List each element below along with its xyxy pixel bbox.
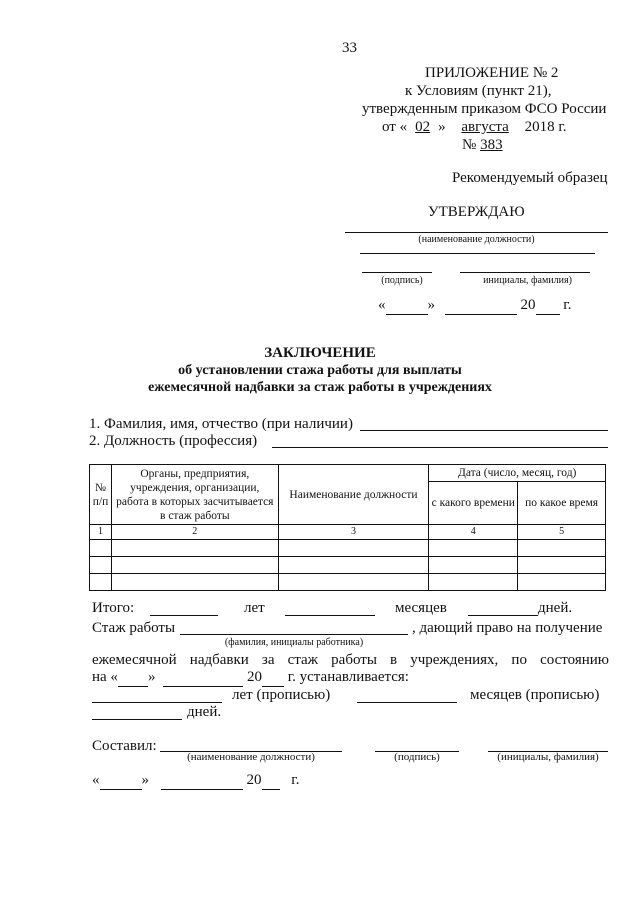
compiled-date — [92, 772, 299, 790]
approver-position-caption: (наименование должности) — [418, 234, 535, 245]
field-name-line[interactable] — [360, 430, 608, 431]
col-number: 2 — [111, 525, 278, 540]
field-position-label: 2. Должность (профессия) — [89, 433, 258, 449]
page-number: 33 — [342, 40, 357, 56]
compiled-month-blank[interactable] — [161, 772, 243, 790]
compiled-initials-caption: (инициалы, фамилия) — [497, 751, 599, 763]
approver-signature-caption: (подпись) — [381, 275, 423, 286]
appendix-number-value: 383 — [480, 137, 503, 153]
table-cell[interactable] — [278, 540, 429, 557]
table-cell[interactable] — [518, 540, 606, 557]
total-days-label: дней. — [538, 600, 573, 616]
approve-month-blank — [445, 297, 517, 315]
appendix-number — [462, 137, 503, 154]
months-words-line[interactable] — [357, 702, 457, 703]
compiled-year-blank[interactable] — [262, 772, 280, 790]
appendix-line2: к Условиям (пункт 21), — [405, 83, 552, 99]
col-header-date: Дата (число, месяц, год) — [429, 465, 606, 482]
date-prefix: от « — [382, 119, 408, 135]
recommended-sample: Рекомендуемый образец — [452, 170, 608, 186]
worker-caption: (фамилия, инициалы работника) — [224, 637, 364, 648]
col-header-from: с какого времени — [429, 482, 518, 525]
compiled-close-quote: » — [141, 772, 149, 788]
table-cell[interactable] — [429, 574, 518, 591]
table-cell[interactable] — [429, 540, 518, 557]
table-cell[interactable] — [518, 574, 606, 591]
approve-title: УТВЕРЖДАЮ — [428, 204, 525, 220]
table-cell[interactable] — [429, 557, 518, 574]
col-number: 1 — [90, 525, 112, 540]
approver-position-line-2 — [360, 253, 595, 254]
date-open-quote: « — [378, 297, 386, 313]
col-header-org: Органы, предприятия, учреждения, организации, работа в которых засчитывается в стаж работы — [111, 465, 278, 525]
years-words-line[interactable] — [92, 702, 222, 703]
field-name-label: 1. Фамилия, имя, отчество (при наличии) — [89, 416, 353, 432]
document-title: ЗАКЛЮЧЕНИЕ — [264, 345, 376, 361]
col-number: 3 — [278, 525, 429, 540]
compiled-open-quote: « — [92, 772, 100, 788]
days-words-line[interactable] — [92, 719, 182, 720]
worker-name-line[interactable] — [180, 634, 408, 635]
summary-established: г. устанавливается: — [287, 669, 409, 685]
table-cell[interactable] — [90, 557, 112, 574]
table-cell[interactable] — [90, 574, 112, 591]
number-prefix: № — [462, 137, 477, 153]
approver-initials-line — [460, 272, 590, 273]
table-row — [90, 557, 606, 574]
total-months-label: месяцев — [395, 600, 447, 616]
table-row — [90, 574, 606, 591]
approve-day-blank — [386, 297, 428, 315]
table-row — [90, 540, 606, 557]
compiled-signature-caption: (подпись) — [394, 751, 440, 763]
summary-year-prefix: 20 — [246, 669, 262, 685]
months-words-label: месяцев (прописью) — [470, 687, 600, 703]
approver-signature-line — [362, 272, 432, 273]
total-months-line[interactable] — [285, 615, 375, 616]
approve-year-suffix: г. — [563, 297, 572, 313]
col-header-to: по какое время — [518, 482, 606, 525]
table-cell[interactable] — [278, 557, 429, 574]
work-experience-table — [89, 464, 606, 591]
table-cell[interactable] — [278, 574, 429, 591]
compiled-position-caption: (наименование должности) — [187, 751, 315, 763]
compiled-year-prefix: 20 — [246, 772, 262, 788]
date-mid: » — [438, 119, 446, 135]
total-years-line[interactable] — [150, 615, 218, 616]
appendix-line3: утвержденным приказом ФСО России — [362, 101, 607, 117]
stazh-right-text: , дающий право на получение — [412, 620, 603, 636]
date-close-quote: » — [427, 297, 435, 313]
stazh-label: Стаж работы — [92, 620, 176, 636]
appendix-year: 2018 г. — [524, 119, 567, 135]
summary-month-blank[interactable] — [163, 669, 243, 687]
appendix-month: августа — [461, 119, 509, 135]
summary-year-blank[interactable] — [262, 669, 284, 687]
table-cell[interactable] — [111, 540, 278, 557]
table-cell[interactable] — [111, 557, 278, 574]
total-days-line[interactable] — [468, 615, 538, 616]
field-position-line[interactable] — [272, 447, 608, 448]
col-header-position: Наименование должности — [278, 465, 429, 525]
total-years-label: лет — [244, 600, 265, 616]
col-number: 5 — [518, 525, 606, 540]
days-words-label: дней. — [187, 704, 222, 720]
col-header-num: № п/п — [90, 465, 112, 525]
na-close: » — [147, 669, 156, 685]
approver-initials-caption: инициалы, фамилия) — [483, 275, 572, 286]
table-cell[interactable] — [518, 557, 606, 574]
summary-day-blank[interactable] — [118, 669, 148, 687]
approve-year-blank — [536, 297, 560, 315]
total-label: Итого: — [92, 600, 135, 616]
compiled-label: Составил: — [92, 738, 157, 754]
document-subtitle-1: об установлении стажа работы для выплаты — [178, 363, 462, 378]
summary-date — [92, 669, 409, 687]
col-number: 4 — [429, 525, 518, 540]
appendix-day: 02 — [415, 119, 431, 135]
years-words-label: лет (прописью) — [232, 687, 331, 703]
compiled-year-suffix: г. — [291, 772, 300, 788]
approve-date — [378, 297, 571, 315]
document-subtitle-2: ежемесячной надбавки за стаж работы в учреждениях — [148, 380, 492, 395]
approve-year-prefix: 20 — [520, 297, 536, 313]
table-cell[interactable] — [90, 540, 112, 557]
appendix-title: ПРИЛОЖЕНИЕ № 2 — [425, 65, 559, 81]
compiled-day-blank[interactable] — [100, 772, 142, 790]
na-prefix: на « — [92, 669, 118, 685]
approver-position-line — [345, 232, 608, 233]
appendix-date — [382, 119, 567, 136]
table-cell[interactable] — [111, 574, 278, 591]
summary-line3: ежемесячной надбавки за стаж работы в учреждениях, по состоянию — [92, 652, 609, 668]
